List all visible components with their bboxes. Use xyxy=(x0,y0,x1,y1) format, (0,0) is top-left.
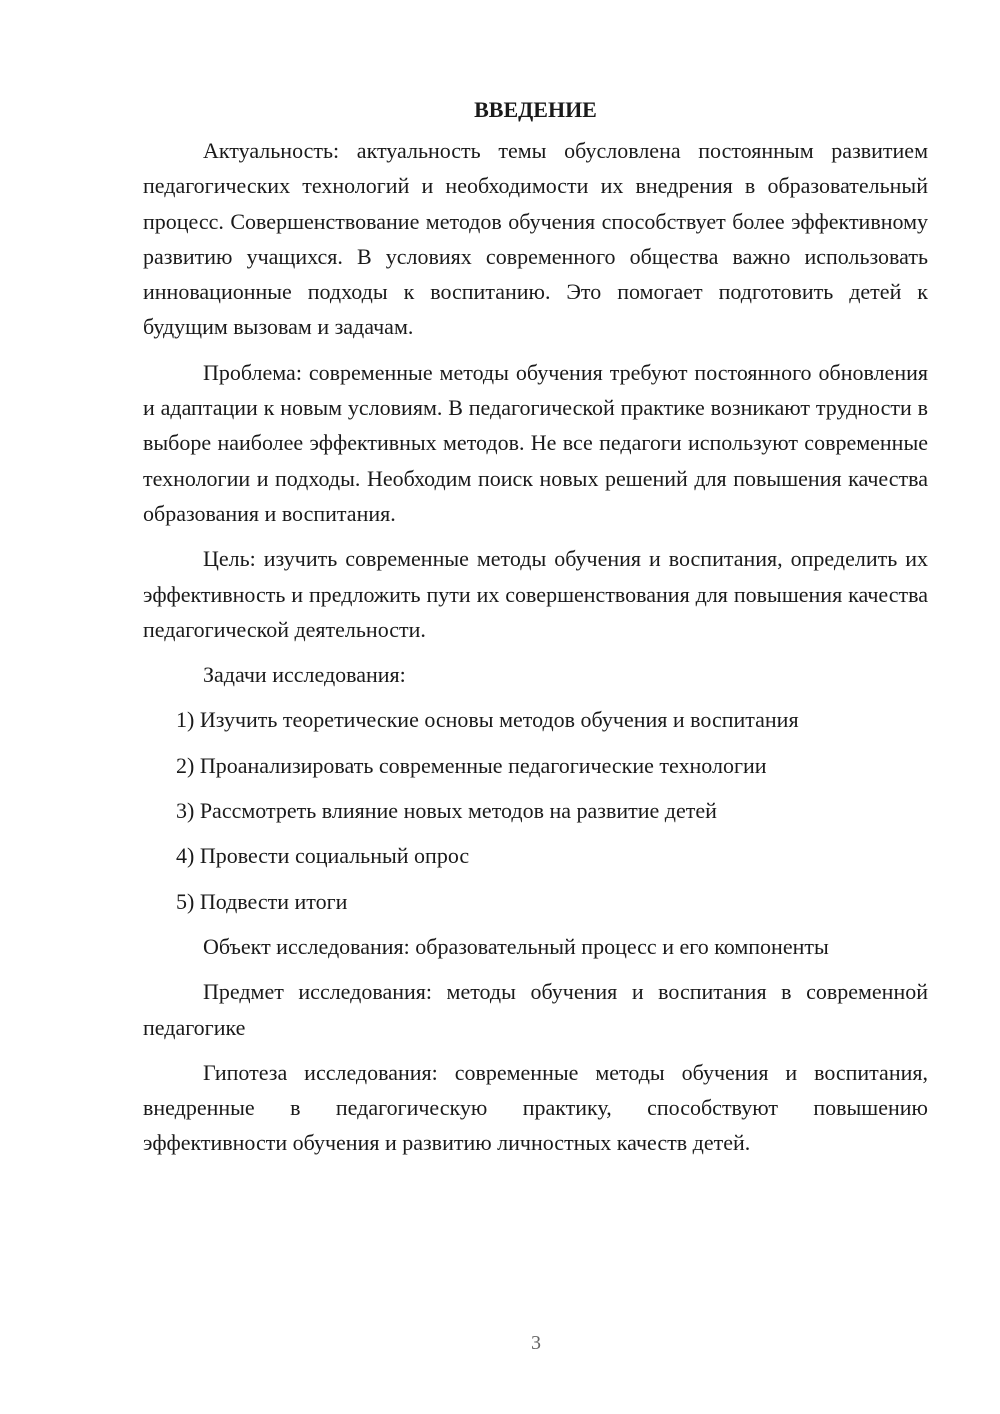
task-item: 1) Изучить теоретические основы методов обучения и воспитания xyxy=(176,707,799,733)
task-item: 2) Проанализировать современные педагогические технологии xyxy=(176,752,767,778)
document-page xyxy=(143,92,928,1171)
tasks-title: Задачи исследования: xyxy=(203,662,406,688)
task-item: 3) Рассмотреть влияние новых методов на развитие детей xyxy=(176,798,717,824)
relevance-paragraph: Актуальность: актуальность темы обусловлена постоянным развитием педагогических технологий и необходимости их внедрения в образовательный процесс. Совершенствование методов обучения способствует более эффективному развитию учащихся. В условиях современного общества важно использовать инновационные подходы к воспитанию. Это помогает подготовить детей к будущим вызовам и задачам. xyxy=(143,138,928,340)
page-number: 3 xyxy=(531,1332,541,1354)
task-item: 5) Подвести итоги xyxy=(176,888,348,914)
subject-paragraph: Предмет исследования: методы обучения и воспитания в современной педагогике xyxy=(143,979,928,1040)
goal-paragraph: Цель: изучить современные методы обучения и воспитания, определить их эффективность и предложить пути их совершенствования для повышения качества педагогической деятельности. xyxy=(143,546,928,642)
hypothesis-paragraph: Гипотеза исследования: современные методы обучения и воспитания, внедренные в педагогическую практику, способствуют повышению эффективности обучения и развитию личностных качеств детей. xyxy=(143,1059,928,1156)
task-list xyxy=(143,702,928,918)
task-item: 4) Провести социальный опрос xyxy=(176,843,470,869)
problem-paragraph: Проблема: современные методы обучения требуют постоянного обновления и адаптации к новым условиям. В педагогической практике возникают трудности в выборе наиболее эффективных методов. Не все педагоги используют современные технологии и подходы. Необходим поиск новых решений для повышения качества образования и воспитания. xyxy=(143,359,928,526)
object-paragraph: Объект исследования: образовательный процесс и его компоненты xyxy=(203,933,829,959)
section-heading: ВВЕДЕНИЕ xyxy=(474,97,597,122)
